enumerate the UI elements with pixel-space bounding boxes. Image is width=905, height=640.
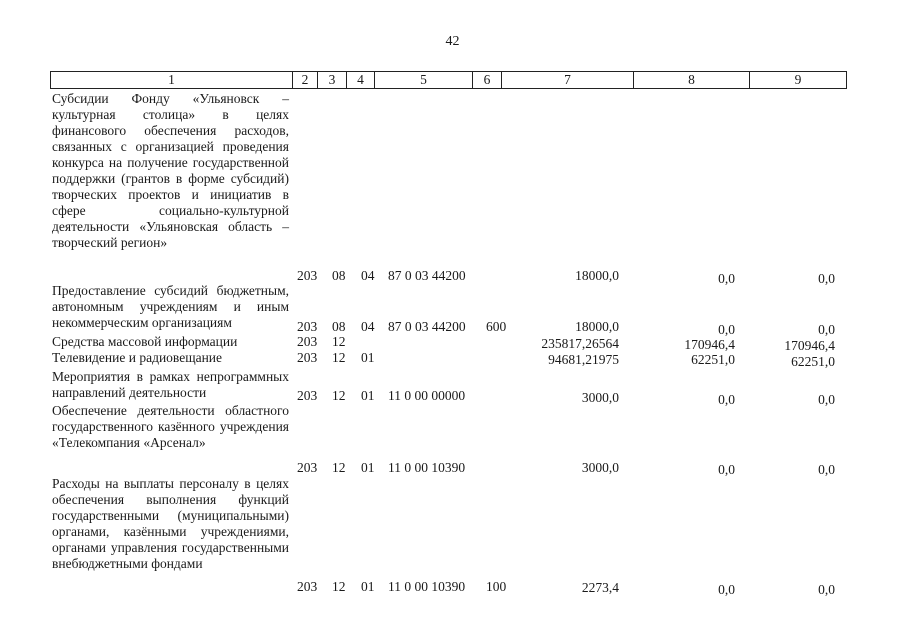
row-amount-col8: 170946,4	[684, 337, 735, 352]
row-code-section: 08	[332, 268, 346, 283]
row-amount-col7: 94681,21975	[548, 352, 619, 367]
row-amount-col7: 18000,0	[575, 319, 619, 334]
row-code-section: 12	[332, 350, 346, 365]
row-amount-col7: 3000,0	[581, 460, 619, 475]
row-description: Мероприятия в рамках непрограммных направлений деятельности	[52, 369, 289, 400]
row-amount-col7: 2273,4	[581, 580, 619, 595]
row-amount-col7: 235817,26564	[541, 336, 619, 351]
row-code-section: 12	[332, 334, 346, 349]
row-description: Средства массовой информации	[52, 334, 238, 349]
header-col-1: 1	[51, 72, 293, 89]
row-code-subsection: 01	[361, 460, 375, 475]
page-number: 42	[445, 34, 460, 49]
header-col-8: 8	[634, 72, 750, 89]
row-amount-col8: 0,0	[718, 462, 735, 477]
row-code-admin: 203	[297, 350, 318, 365]
row-amount-col9: 170946,4	[784, 338, 835, 353]
row-code-section: 12	[332, 388, 346, 403]
row-code-admin: 203	[297, 334, 318, 349]
header-col-5: 5	[375, 72, 473, 89]
row-amount-col9: 0,0	[818, 392, 835, 407]
row-code-section: 08	[332, 319, 346, 334]
row-code-subsection: 01	[361, 350, 375, 365]
row-code-subsection: 01	[361, 579, 375, 594]
row-description: Телевидение и радиовещание	[52, 350, 223, 365]
row-code-target: 87 0 03 44200	[388, 319, 466, 334]
row-description: Расходы на выплаты персоналу в целях обеспечения выполнения функций государственными (муниципальными) органами, казёнными учреждениями, органами управления государственными внебюджетными фондами	[52, 476, 289, 571]
row-code-subsection: 04	[361, 268, 375, 283]
row-amount-col9: 0,0	[818, 322, 835, 337]
header-col-9: 9	[750, 72, 847, 89]
row-code-expense-type: 100	[486, 579, 507, 594]
header-col-7: 7	[502, 72, 634, 89]
header-col-3: 3	[318, 72, 347, 89]
row-amount-col9: 0,0	[818, 582, 835, 597]
header-col-2: 2	[293, 72, 318, 89]
row-code-admin: 203	[297, 388, 318, 403]
row-amount-col8: 0,0	[718, 582, 735, 597]
row-amount-col8: 0,0	[718, 392, 735, 407]
row-amount-col8: 62251,0	[691, 352, 735, 367]
header-col-6: 6	[473, 72, 502, 89]
row-code-admin: 203	[297, 319, 318, 334]
row-description: Обеспечение деятельности областного государственного казённого учреждения «Телекомпания «Арсенал»	[52, 403, 289, 450]
row-amount-col9: 0,0	[818, 462, 835, 477]
row-amount-col7: 3000,0	[581, 390, 619, 405]
row-code-target: 11 0 00 10390	[388, 460, 466, 475]
row-code-subsection: 04	[361, 319, 375, 334]
row-amount-col9: 62251,0	[791, 354, 835, 369]
row-amount-col8: 0,0	[718, 322, 735, 337]
header-col-4: 4	[347, 72, 375, 89]
row-code-subsection: 01	[361, 388, 375, 403]
row-code-admin: 203	[297, 268, 318, 283]
row-code-section: 12	[332, 579, 346, 594]
row-code-target: 87 0 03 44200	[388, 268, 466, 283]
row-description: Предоставление субсидий бюджетным, автономным учреждениям и иным некоммерческим организациям	[52, 283, 289, 330]
row-amount-col8: 0,0	[718, 271, 735, 286]
row-code-target: 11 0 00 10390	[388, 579, 466, 594]
row-code-admin: 203	[297, 579, 318, 594]
row-amount-col9: 0,0	[818, 271, 835, 286]
row-code-target: 11 0 00 00000	[388, 388, 466, 403]
row-code-expense-type: 600	[486, 319, 507, 334]
row-code-section: 12	[332, 460, 346, 475]
row-code-admin: 203	[297, 460, 318, 475]
row-amount-col7: 18000,0	[575, 268, 619, 283]
row-description: Субсидии Фонду «Ульяновск – культурная столица» в целях финансового обеспечения расходов, связанных с организацией проведения конкурса на получение государственной поддержки (грантов в форме субсидий) творческих проектов и инициатив в сфере социально-культурной деятельности «Ульяновская область – творческий регион»	[52, 91, 289, 250]
